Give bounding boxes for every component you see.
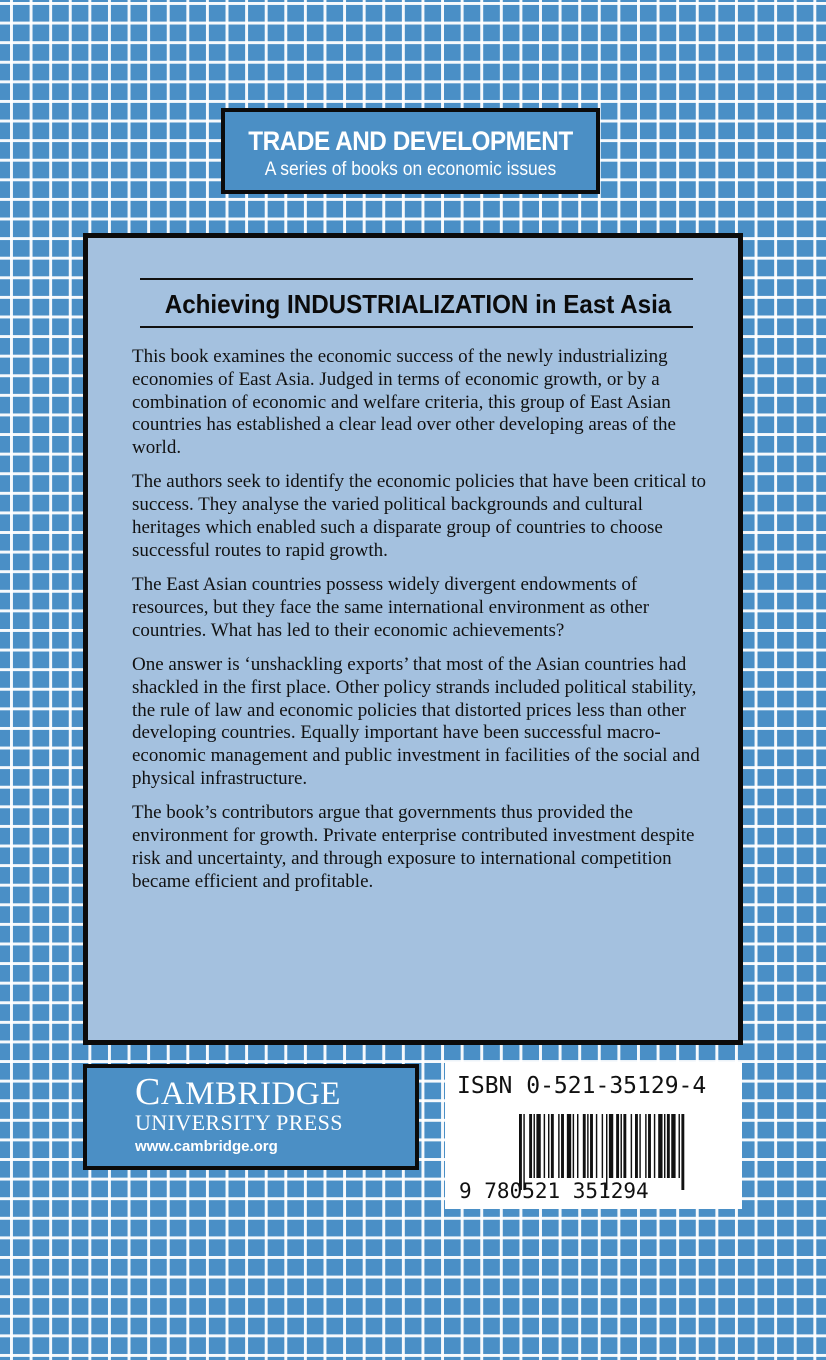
barcode-bar (664, 1114, 665, 1178)
publisher-press: UNIVERSITY PRESS (135, 1110, 343, 1135)
book-title: Achieving INDUSTRIALIZATION in East Asia (164, 289, 672, 319)
description-panel (83, 233, 743, 1045)
isbn-barcode-box (445, 1062, 742, 1209)
barcode-bar (590, 1114, 593, 1178)
series-title: TRADE AND DEVELOPMENT (248, 126, 573, 156)
barcode-bar (587, 1114, 588, 1178)
barcode-bar (583, 1114, 586, 1178)
barcode-bar (654, 1114, 655, 1178)
barcode-bar (577, 1114, 578, 1178)
publisher-logo (83, 1064, 419, 1170)
series-subtitle: A series of books on economic issues (264, 159, 557, 180)
barcode-bar (667, 1114, 670, 1178)
barcode-bar (645, 1114, 646, 1178)
barcode-bar (558, 1114, 559, 1178)
barcode-bar (596, 1114, 597, 1178)
barcode-bar (635, 1114, 638, 1178)
isbn-label: ISBN 0-521-35129-4 (457, 1073, 707, 1099)
title-rule-bottom (140, 326, 693, 328)
barcode-bar (536, 1114, 540, 1178)
barcode-bar (609, 1114, 613, 1178)
publisher-url: www.cambridge.org (135, 1138, 278, 1155)
title-rule-top (140, 278, 693, 280)
barcode-bar (671, 1114, 675, 1178)
barcode-bar (567, 1114, 571, 1178)
barcode-bar (679, 1114, 680, 1178)
publisher-name-rest: AMBRIDGE (160, 1076, 341, 1112)
blurb-paragraph: The authors seek to identify the economic policies that have been critical to success. They analyse the varied political backgrounds and cultural heritages which enabled such a disparate group of countries to choose successful routes to rapid growth. (132, 471, 707, 561)
blurb (132, 346, 712, 905)
barcode-bar (534, 1114, 535, 1178)
barcode-bar (544, 1114, 545, 1178)
blurb-paragraph: The East Asian countries possess widely divergent endowments of resources, but they face the same international environment as other countries. What has led to their economic achievements? (132, 574, 650, 641)
barcode-bar (681, 1114, 684, 1190)
barcode-bar (548, 1114, 549, 1178)
barcode-bar (631, 1114, 632, 1178)
barcode-bar (561, 1114, 564, 1178)
barcode (459, 1114, 729, 1203)
blurb-paragraph: This book examines the economic success of the newly industrializing economies of East Asia. Judged in terms of economic growth, or by a combination of economic and welfare criteria, this group of East Asian countries has established a clear lead over other developing areas of the world. (132, 346, 676, 459)
blurb-paragraph: One answer is ‘unshackling exports’ that most of the Asian countries had shackled in the first place. Other policy strands included political stability, the rule of law and economic policies that distorted prices less than other developing countries. Equally important have been successful macro-economic management and public investment in facilities of the social and physical infrastructure. (132, 654, 700, 790)
barcode-number: 9 780521 351294 (459, 1179, 649, 1203)
barcode-bar (529, 1114, 532, 1178)
barcode-bar (602, 1114, 603, 1178)
blurb-paragraph: The book’s contributors argue that governments thus provided the environment for growth. Private enterprise contributed investment despite risk and uncertainty, and through exposure to international competition became efficient and profitable. (132, 802, 695, 892)
barcode-bar (616, 1114, 619, 1178)
barcode-bar (551, 1114, 554, 1178)
barcode-bar (658, 1114, 662, 1178)
barcode-bar (623, 1114, 626, 1178)
barcode-bar (573, 1114, 574, 1178)
publisher-name-initial: C (135, 1071, 161, 1113)
series-box (221, 108, 600, 194)
barcode-bar (648, 1114, 651, 1178)
barcode-bar (621, 1114, 622, 1178)
barcode-bar (639, 1114, 640, 1178)
publisher-name (135, 1071, 341, 1113)
